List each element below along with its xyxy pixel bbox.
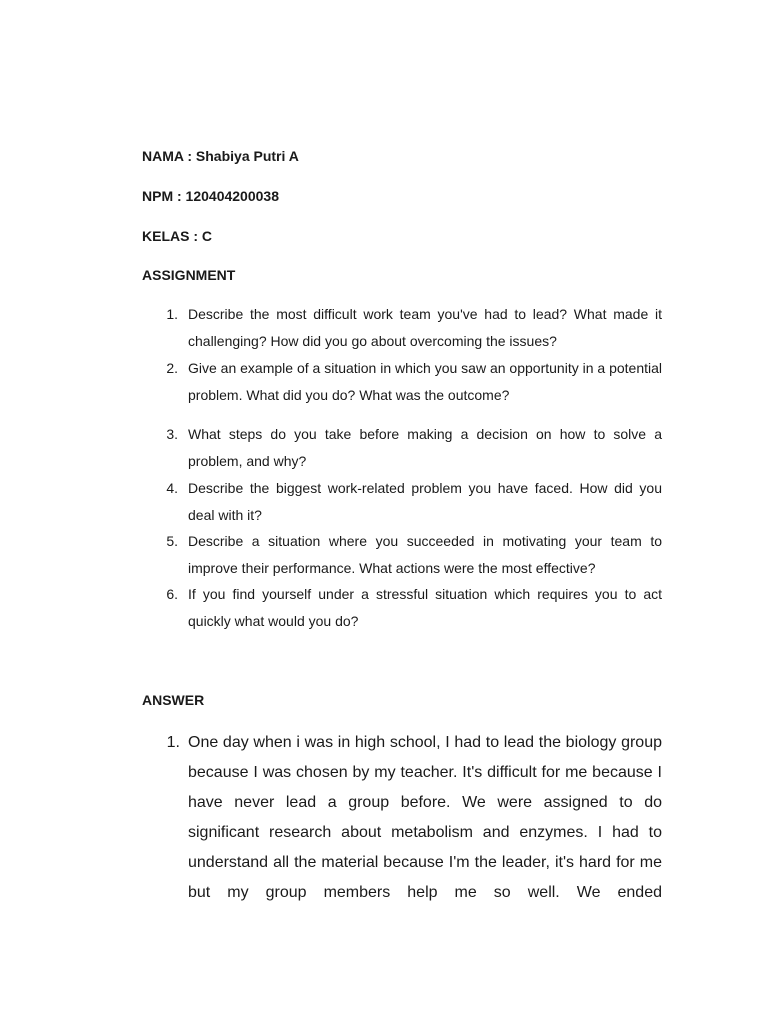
question-text: Describe the biggest work-related problem you have faced. How did you deal with it? [188, 480, 662, 523]
question-number: 1. [166, 306, 178, 322]
question-number: 3. [166, 426, 178, 442]
question-item [142, 528, 662, 582]
question-item [142, 421, 662, 475]
question-number: 6. [166, 586, 178, 602]
question-number: 2. [166, 360, 178, 376]
npm-line: NPM : 120404200038 [142, 188, 279, 204]
question-number: 5. [166, 533, 178, 549]
answer-number: 1. [166, 734, 180, 751]
assignment-heading: ASSIGNMENT [142, 267, 236, 283]
answer-text: One day when i was in high school, I had to lead the biology group because I was chosen by my teacher. It's difficult for me because I have never lead a group before. We were assigned to do significant research about metabolism and enzymes. I had to understand all the material because I'm the leader, it's hard for me but my group members help me so well. We ended [188, 734, 662, 901]
answer-heading: ANSWER [142, 692, 205, 708]
question-text: If you find yourself under a stressful situation which requires you to act quickly what would you do? [188, 586, 662, 629]
nama-line: NAMA : Shabiya Putri A [142, 148, 299, 164]
answer-item [142, 728, 662, 908]
question-item [142, 475, 662, 529]
question-item [142, 301, 662, 355]
kelas-line: KELAS : C [142, 228, 212, 244]
question-item [142, 581, 662, 635]
question-item [142, 355, 662, 409]
question-number: 4. [166, 480, 178, 496]
question-text: Give an example of a situation in which you saw an opportunity in a potential problem. What did you do? What was the outcome? [188, 360, 662, 403]
question-text: Describe a situation where you succeeded in motivating your team to improve their performance. What actions were the most effective? [188, 533, 662, 576]
question-text: What steps do you take before making a decision on how to solve a problem, and why? [188, 426, 662, 469]
question-text: Describe the most difficult work team you've had to lead? What made it challenging? How did you go about overcoming the issues? [188, 306, 662, 349]
